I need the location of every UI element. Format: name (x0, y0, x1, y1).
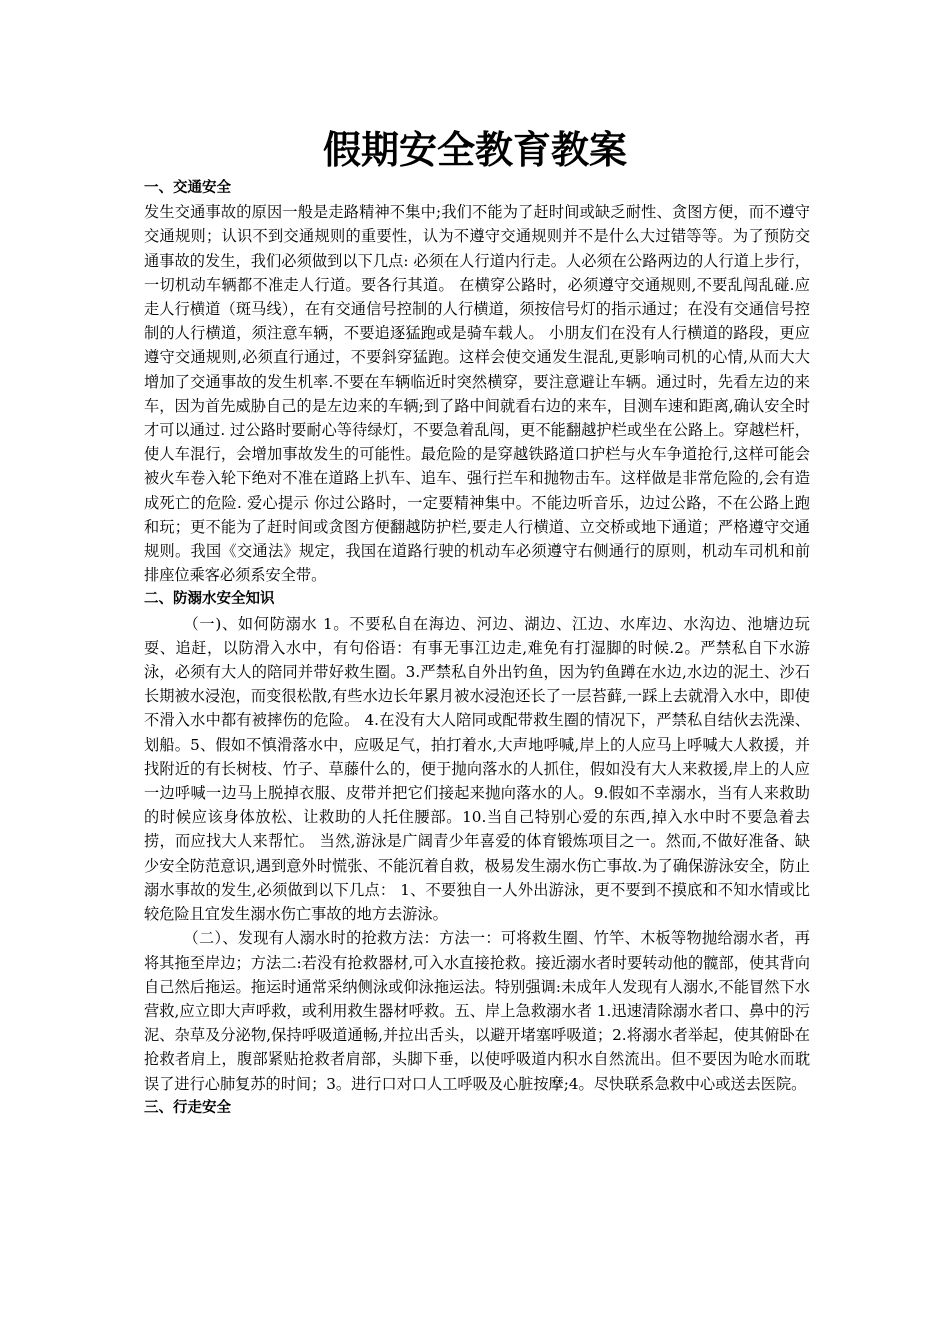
document-title: 假期安全教育教案 (322, 127, 627, 172)
section-heading-drowning: 二、防溺水安全知识 (144, 591, 275, 608)
traffic-paragraph: 发生交通事故的原因一般是走路精神不集中;我们不能为了赶时间或缺乏耐性、贪图方便，而不遵守交通规则；认识不到交通规则的重要性，认为不遵守交通规则并不是什么大过错等等。为了预防交通事故的发生，我们必须做到以下几点: 必须在人行道内行走。人必须在公路两边的人行道上步行，一切机动车辆都不准走人行道。要各行其道。 在横穿公路时，必须遵守交通规则,不要乱闯乱碰.应走人行横道（斑马线），在有交通信号控制的人行横道，须按信号灯的指示通过；在没有交通信号控制的人行横道，须注意车辆，不要追逐猛跑或是骑车载人。 小朋友们在没有人行横道的路段，更应遵守交通规则,必须直行通过，不要斜穿猛跑。这样会使交通发生混乱,更影响司机的心情,从而大大增加了交通事故的发生机率.不要在车辆临近时突然横穿，要注意避让车辆。通过时，先看左边的来车，因为首先威胁自己的是左边来的车辆;到了路中间就看右边的来车，目测车速和距离,确认安全时才可以通过. 过公路时要耐心等待绿灯，不要急着乱闯，更不能翻越护栏或坐在公路上。穿越栏杆，使人车混行，会增加事故发生的可能性。最危险的是穿越铁路道口护栏与火车争道抢行,这样可能会被火车卷入轮下绝对不准在道路上扒车、追车、强行拦车和抛物击车。这样做是非常危险的,会有造成死亡的危险. 爱心提示 你过公路时，一定要精神集中。不能边听音乐，边过公路，不在公路上跑和玩；更不能为了赶时间或贪图方便翻越防护栏,要走人行横道、立交桥或地下通道；严格遵守交通规则。我国《交通法》规定，我国在道路行驶的机动车必须遵守右侧通行的原则，机动车司机和前排座位乘客必须系安全带。 (144, 203, 810, 585)
section-heading-traffic: 一、交通安全 (144, 180, 231, 196)
drowning-paragraph-1: （一)、如何防溺水 1。不要私自在海边、河边、湖边、江边、水库边、水沟边、池塘边玩耍、追赶，以防滑入水中，有句俗语：有事无事江边走,难免有打湿脚的时候.2。严禁私自下水游泳，必须有大人的陪同并带好救生圈。3.严禁私自外出钓鱼，因为钓鱼蹲在水边,水边的泥土、沙石长期被水浸泡，而变很松散,有些水边长年累月被水浸泡还长了一层苔藓,一踩上去就滑入水中，即使不滑入水中都有被摔伤的危险。 4.在没有大人陪同或配带救生圈的情况下，严禁私自结伙去洗澡、划船。5、假如不慎滑落水中，应吸足气，拍打着水,大声地呼喊,岸上的人应马上呼喊大人救援，并找附近的有长树枝、竹子、草藤什么的，便于抛向落水的人抓住，假如没有大人来救援,岸上的人应一边呼喊一边马上脱掉衣服、皮带并把它们接起来抛向落水的人。9.假如不幸溺水，当有人来救助的时候应该身体放松、让救助的人托住腰部。10.当自己特别心爱的东西,掉入水中时不要急着去捞，而应找大人来帮忙。 当然,游泳是广阔青少年喜爱的体育锻炼项目之一。然而,不做好准备、缺少安全防范意识,遇到意外时慌张、不能沉着自救，极易发生溺水伤亡事故.为了确保游泳安全，防止溺水事故的发生,必须做到以下几点： 1、不要独自一人外出游泳，更不要到不摸底和不知水情或比较危险且宜发生溺水伤亡事故的地方去游泳。 (144, 614, 810, 924)
section-heading-walking: 三、行走安全 (144, 1099, 231, 1116)
drowning-paragraph-2: （二）、发现有人溺水时的抢救方法：方法一：可将救生圈、竹竿、木板等物抛给溺水者，再将其拖至岸边；方法二:若没有抢救器材,可入水直接抢救。接近溺水者时要转动他的髋部，使其背向自己然后拖运。拖运时通常采纳侧泳或仰泳拖运法。特别强调:未成年人发现有人溺水,不能冒然下水营救,应立即大声呼救，或利用救生器材呼救。五、岸上急救溺水者 1.迅速清除溺水者口、鼻中的污泥、杂草及分泌物,保持呼吸道通畅,并拉出舌头，以避开堵塞呼吸道；2.将溺水者举起，使其俯卧在抢救者肩上，腹部紧贴抢救者肩部，头脚下垂，以使呼吸道内积水自然流出。但不要因为呛水而耽误了进行心肺复苏的时间；3。进行口对口人工呼吸及心脏按摩;4。尽快联系急救中心或送去医院。 (144, 929, 810, 1093)
document-body (144, 176, 810, 1120)
